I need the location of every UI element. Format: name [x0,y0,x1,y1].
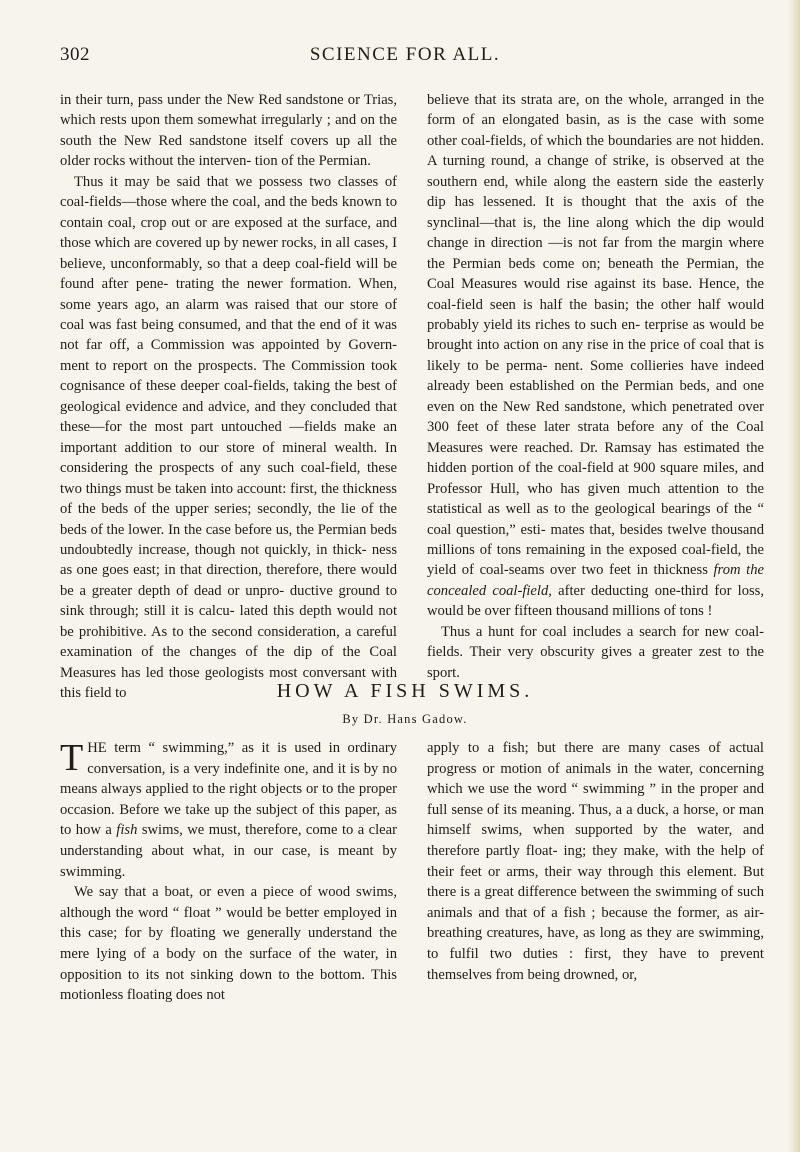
paragraph-text: after deducting one-third for loss, would be over fifteen thousand millions of tons ! [427,582,764,620]
paragraph [60,738,397,882]
article-column-left [60,738,397,1006]
running-title: SCIENCE FOR ALL. [309,44,501,65]
article-byline: By Dr. Hans Gadow. [342,712,468,726]
italic-phrase: from the concealed coal-field, [427,562,764,599]
page-number: 302 [60,44,90,65]
paragraph: apply to a fish; but there are many cases of actual progress or motion of animals in the water, concerning which we use the word “ swimming ” in the proper and full sense of its meaning. Thus, a a duck, a horse, or man himself swims, when supported by the water, and therefore partly float- ing; they make, with the help of their feet or arms, their way through this element. But there is a great difference between the swimming of such animals and that of a fish ; because the former, as air-breathing creatures, have, as long as they are swimming, to fulfil two duties : first, they have to prevent themselves from being drowned, or, [427,740,764,983]
page-edge-shadow [788,0,800,1152]
paragraph-text: swims, we must, therefore, come to a clear understanding about what, in our case, is meant by swimming. [60,822,397,880]
paragraph: Thus a hunt for coal includes a search for new coal-fields. Their very obscurity gives a greater zest to the sport. [427,623,764,681]
paragraph: in their turn, pass under the New Red sandstone or Trias, which rests upon them somewhat irregularly ; and on the south the New Red sandstone itself covers up all the older rocks without the interven- tion of the Permian. [60,92,397,170]
article-title: HOW A FISH SWIMS. [276,680,534,702]
article-column-right [427,738,764,985]
paragraph: Thus it may be said that we possess two classes of coal-fields—those where the coal, and the beds known to contain coal, crop out or are exposed at the surface, and those which are covered up by newer rocks, in all cases, I believe, unconformably, so that a deep coal-field will be found after pene- trating the newer formation. When, some years ago, an alarm was raised that our store of coal was fast being consumed, and that the end of it was not far off, a Commission was appointed by Govern- ment to report on the prospects. The Commission took cognisance of these deeper coal-fields, taking the best of geological evidence and advice, and they concluded that these—for the most part untouched —fields make an important addition to our store of mineral wealth. In considering the prospects of any such coal-field, these two things must be taken into account: first, the thickness of the beds of the upper series; secondly, the lie of the beds of the lower. In the case before us, the Permian beds undoubtedly increase, though not quickly, in thick- ness as one goes east; in that direction, therefore, there would be a greater depth of dead or unpro- ductive ground to sink through; still it is calcu- lated this depth would not be prohibitive. As to the second consideration, a careful examination of the changes of the dip of the Coal Measures has led those geologists most conversant with this field to [60,173,397,702]
column-top-right [427,90,764,683]
column-top-left [60,90,397,704]
paragraph-text: believe that its strata are, on the whole, arranged in the form of an elongated basin, as is the case with some other coal-fields, of which the boundaries are not hidden. A turning round, a change of strike, is observed at the southern end, while along the eastern side the easterly dip has lessened. It is thought that the axis of the synclinal—that is, the line along which the dip would change in direction —is not far from the margin where the Permian beds come on; beneath the Permian, the Coal Measures would rise against its base. Hence, the coal-field seen is half the basin; the other half would probably yield its riches to such en- terprise as would be brought into action on any rise in the price of coal that is likely to be perma- nent. Some collieries have indeed already been established on the Permian beds, and one even on the New Red sandstone, which penetrated over 300 feet of these later strata before any of the Coal Measures were reached. Dr. Ramsay has estimated the hidden portion of the coal-field at 900 square miles, and Professor Hull, who has given much attention to the statistical as well as to the geological bearings of the “ coal question,” esti- mates that, besides twelve thousand millions of tons remaining in the exposed coal-field, the yield of coal-seams over two feet in thickness [427,92,764,579]
drop-cap: T [60,737,84,779]
paragraph-text: HE term “ swimming,” as it is used in ordinary conversation, is a very indefinite one, and it is by no means always applied to the right objects or to the proper occasion. Before we take up the subject of this paper, as to how a [60,740,397,839]
paragraph: We say that a boat, or even a piece of wood swims, although the word “ float ” would be better employed in this case; for by floating we generally understand the mere lying of a body on the surface of the water, in opposition to its not sinking down to the bottom. This motionless floating does not [60,884,397,1004]
paragraph [427,90,764,622]
italic-word: fish [116,822,138,839]
page-header [60,44,750,70]
